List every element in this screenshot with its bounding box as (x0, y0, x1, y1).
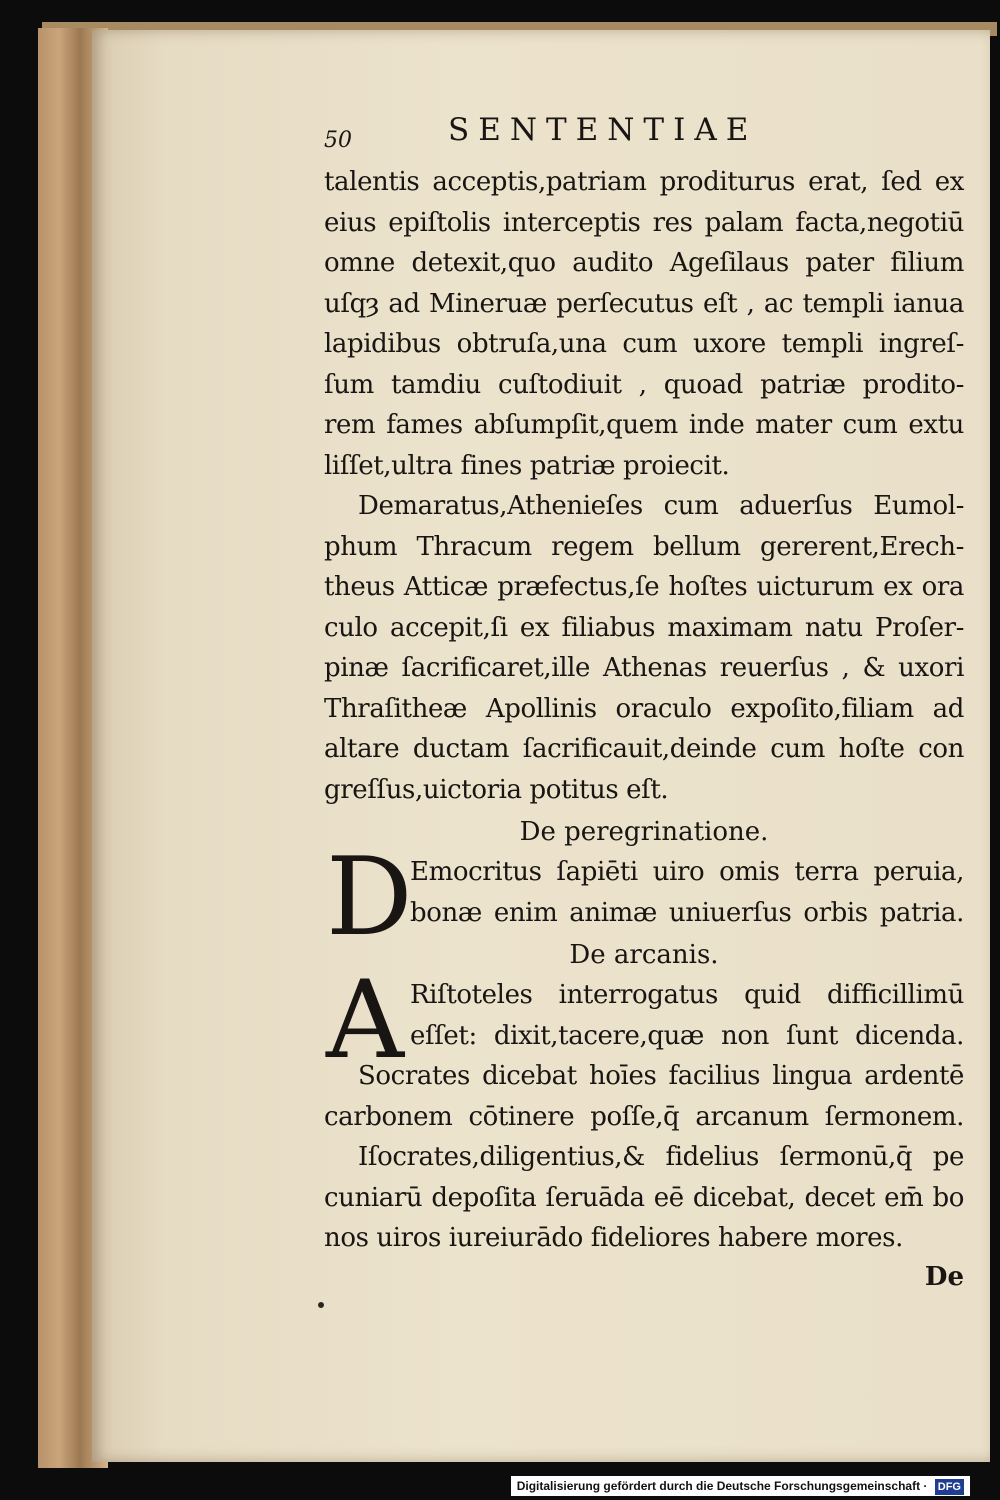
text-line: uſqȝ ad Mineruæ perſecutus eſt , ac templi ianua (324, 288, 964, 319)
running-title: SENTENTIAE (448, 112, 758, 148)
text-line: eſſet: dixit,tacere,quæ non ſunt dicenda. (410, 1020, 964, 1051)
page-number: 50 (324, 128, 352, 153)
text-line: Demaratus,Athenieſes cum aduerſus Eumol- (358, 491, 964, 521)
text-line: eius epiſtolis interceptis res palam facta,negotiū (324, 207, 964, 238)
section-heading-arcanis: De arcanis. (569, 940, 719, 970)
text-line: cuniarū depoſita ſeruāda eē dicebat, decet em̄ bo (324, 1182, 964, 1213)
dfg-logo: DFG (935, 1479, 964, 1495)
digitization-credit (511, 1476, 970, 1496)
text-line: omne detexit,quo audito Ageſilaus pater filium (324, 248, 964, 278)
page-text-block (324, 112, 964, 1295)
text-line: talentis acceptis,patriam proditurus erat, ſed ex (324, 167, 964, 197)
drop-cap-initial: A (326, 958, 404, 1083)
text-line: ſum tamdiu cuſtodiuit , quoad patriæ prodito- (324, 369, 964, 400)
book-page (92, 30, 990, 1462)
text-line: phum Thracum regem bellum gererent,Erech- (324, 531, 964, 562)
drop-cap-initial: D (326, 835, 413, 960)
text-line: culo accepit,ſi ex filiabus maximam natu Proſer- (324, 612, 964, 643)
text-line: liſſet,ultra fines patriæ proiecit. (324, 450, 730, 481)
page-header (324, 112, 964, 156)
section-heading-peregrinatione: De peregrinatione. (519, 817, 769, 847)
text-line: bonæ enim animæ uniuerſus orbis patria. (410, 897, 964, 928)
text-line: Emocritus ſapiēti uiro omis terra peruia, (410, 857, 964, 887)
paragraph-2 (324, 486, 964, 810)
text-line: altare ductam ſacrificauit,deinde cum hoſte con (324, 734, 964, 764)
text-line: rem fames abſumpſit,quem inde mater cum extu (324, 410, 964, 440)
text-line: Socrates dicebat hoīes facilius lingua ardentē (358, 1061, 964, 1091)
text-line: theus Atticæ præfectus,ſe hoſtes uicturum ex ora (324, 572, 964, 602)
text-line: carbonem cōtinere poſſe,q̄ arcanum ſermonem. (324, 1101, 964, 1132)
text-line: Thraſitheæ Apollinis oraculo expoſito,filiam ad (324, 693, 964, 724)
text-line: pinæ ſacrificaret,ille Athenas reuerſus , & uxori (324, 653, 964, 683)
ink-dot (318, 1302, 324, 1308)
credit-text: Digitalisierung gefördert durch die Deutsche Forschungsgemeinschaft · (516, 1479, 928, 1493)
text-line: Iſocrates,diligentius,& fidelius ſermonū,q̄ pe (358, 1142, 964, 1172)
paragraph-arcanis-continued (324, 1056, 964, 1259)
text-line: lapidibus obtruſa,una cum uxore templi ingreſ- (324, 329, 964, 359)
paragraph-1 (324, 162, 964, 486)
catchword: De (924, 1261, 964, 1292)
text-line: Riſtoteles interrogatus quid difficillimū (410, 980, 964, 1010)
text-line: nos uiros iureiurādo fideliores habere mores. (324, 1223, 903, 1253)
text-line: greſſus,uictoria potitus eſt. (324, 774, 669, 805)
